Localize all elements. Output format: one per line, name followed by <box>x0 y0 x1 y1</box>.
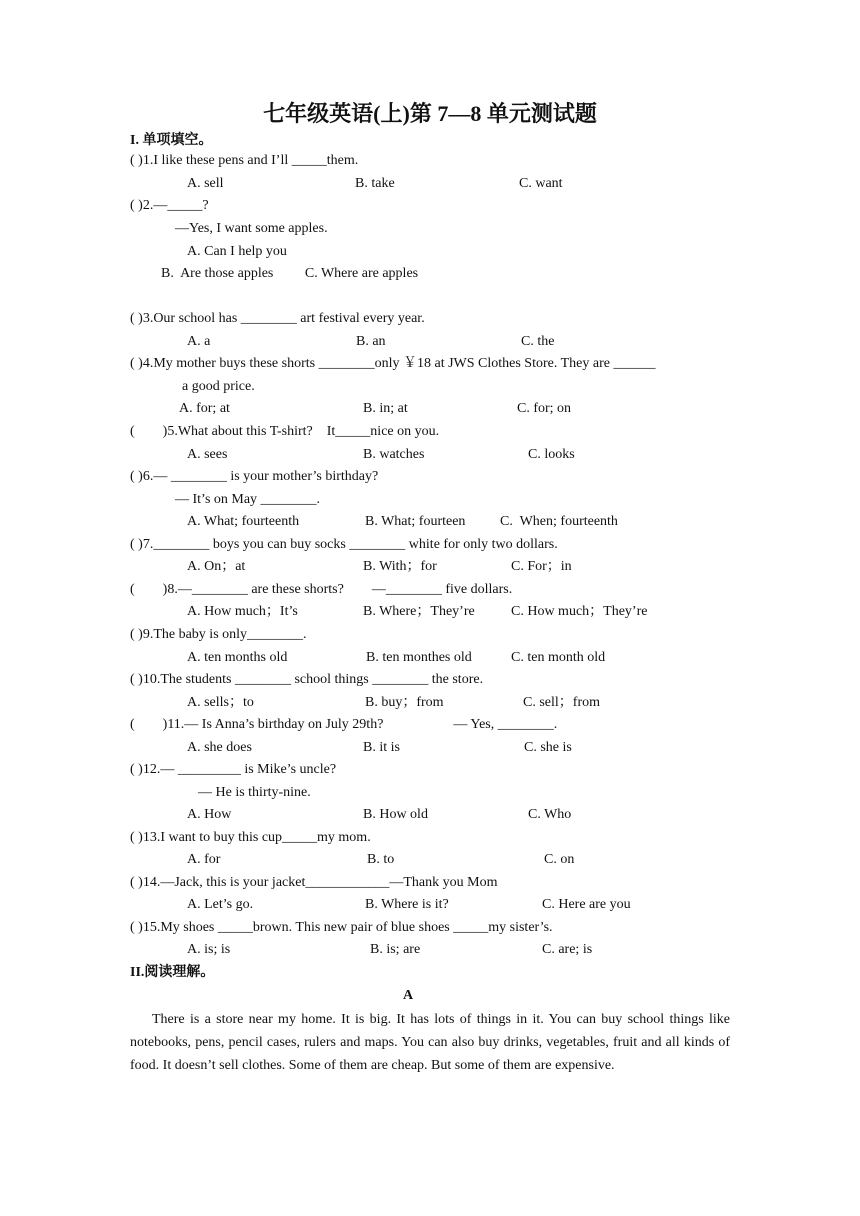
q9-option-c: C. ten month old <box>511 650 606 665</box>
question-10: ( )10.The students ________ school things ________ the store. <box>130 672 484 687</box>
q10-option-c: C. sell；from <box>523 695 600 710</box>
question-4: ( )4.My mother buys these shorts ________only ￥18 at JWS Clothes Store. They are ______ <box>130 356 656 371</box>
section-heading-reading: II.阅读理解。 <box>130 965 215 980</box>
q2-reply: —Yes, I want some apples. <box>175 221 328 236</box>
q6-option-a: A. What; fourteenth <box>187 514 300 529</box>
q10-option-b: B. buy；from <box>365 695 444 710</box>
question-3: ( )3.Our school has ________ art festival every year. <box>130 311 425 326</box>
question-14: ( )14.—Jack, this is your jacket____________—Thank you Mom <box>130 875 498 890</box>
question-2: ( )2.—_____? <box>130 198 209 213</box>
passage-body: There is a store near my home. It is big. It has lots of things in it. You can buy school things like notebooks, pens, pencil cases, rulers and maps. You can also buy drinks, vegetables, fruit and all kinds of food. It doesn’t sell clothes. Some of them are cheap. But some of them are expensive. <box>130 1012 730 1073</box>
question-11: ( )11.— Is Anna’s birthday on July 29th? — Yes, ________. <box>130 717 558 732</box>
question-7: ( )7.________ boys you can buy socks ________ white for only two dollars. <box>130 537 558 552</box>
q9-option-b: B. ten monthes old <box>366 650 472 665</box>
q6-reply: — It’s on May ________. <box>175 492 321 507</box>
question-15: ( )15.My shoes _____brown. This new pair of blue shoes _____my sister’s. <box>130 920 553 935</box>
q1-option-c: C. want <box>519 176 563 191</box>
q3-option-b: B. an <box>356 334 386 349</box>
q15-option-c: C. are; is <box>542 942 593 957</box>
section-heading-single-choice: I. 单项填空。 <box>130 133 213 148</box>
q2-option-bc: B. Are those apples C. Where are apples <box>161 266 419 281</box>
q5-option-b: B. watches <box>363 447 425 462</box>
passage-text <box>130 1008 730 1077</box>
question-13: ( )13.I want to buy this cup_____my mom. <box>130 830 371 845</box>
page-title: 七年级英语(上)第 7—8 单元测试题 <box>263 101 597 126</box>
q5-option-c: C. looks <box>528 447 575 462</box>
question-1: ( )1.I like these pens and I’ll _____them. <box>130 153 359 168</box>
q12-option-b: B. How old <box>363 807 428 822</box>
q5-option-a: A. sees <box>187 447 228 462</box>
question-12: ( )12.— _________ is Mike’s uncle? <box>130 762 337 777</box>
q14-option-b: B. Where is it? <box>365 897 449 912</box>
q3-option-c: C. the <box>521 334 555 349</box>
q2-option-a: A. Can I help you <box>187 244 287 259</box>
q11-option-b: B. it is <box>363 740 400 755</box>
q10-option-a: A. sells；to <box>187 695 254 710</box>
q4-option-c: C. for; on <box>517 401 572 416</box>
q13-option-b: B. to <box>367 852 395 867</box>
q12-option-c: C. Who <box>528 807 572 822</box>
q11-option-c: C. she is <box>524 740 572 755</box>
q8-option-c: C. How much；They’re <box>511 604 648 619</box>
q6-option-b: B. What; fourteen <box>365 514 466 529</box>
q4-option-b: B. in; at <box>363 401 408 416</box>
q11-option-a: A. she does <box>187 740 252 755</box>
q15-option-a: A. is; is <box>187 942 231 957</box>
q6-option-c: C. When; fourteenth <box>500 514 618 529</box>
q7-option-a: A. On；at <box>187 559 246 574</box>
q13-option-a: A. for <box>187 852 221 867</box>
q1-option-b: B. take <box>355 176 395 191</box>
passage-label: A <box>402 988 414 1003</box>
q4-continuation: a good price. <box>182 379 255 394</box>
q4-option-a: A. for; at <box>179 401 230 416</box>
q1-option-a: A. sell <box>187 176 224 191</box>
q12-reply: — He is thirty-nine. <box>198 785 311 800</box>
q14-option-c: C. Here are you <box>542 897 631 912</box>
question-9: ( )9.The baby is only________. <box>130 627 307 642</box>
q3-option-a: A. a <box>187 334 211 349</box>
q7-option-c: C. For；in <box>511 559 572 574</box>
q7-option-b: B. With；for <box>363 559 437 574</box>
q15-option-b: B. is; are <box>370 942 421 957</box>
q8-option-b: B. Where；They’re <box>363 604 475 619</box>
q13-option-c: C. on <box>544 852 575 867</box>
question-5: ( )5.What about this T-shirt? It_____nice on you. <box>130 424 440 439</box>
question-6: ( )6.— ________ is your mother’s birthday? <box>130 469 379 484</box>
q12-option-a: A. How <box>187 807 232 822</box>
q14-option-a: A. Let’s go. <box>187 897 254 912</box>
q8-option-a: A. How much；It’s <box>187 604 298 619</box>
question-8: ( )8.—________ are these shorts? —________ five dollars. <box>130 582 513 597</box>
q9-option-a: A. ten months old <box>187 650 288 665</box>
